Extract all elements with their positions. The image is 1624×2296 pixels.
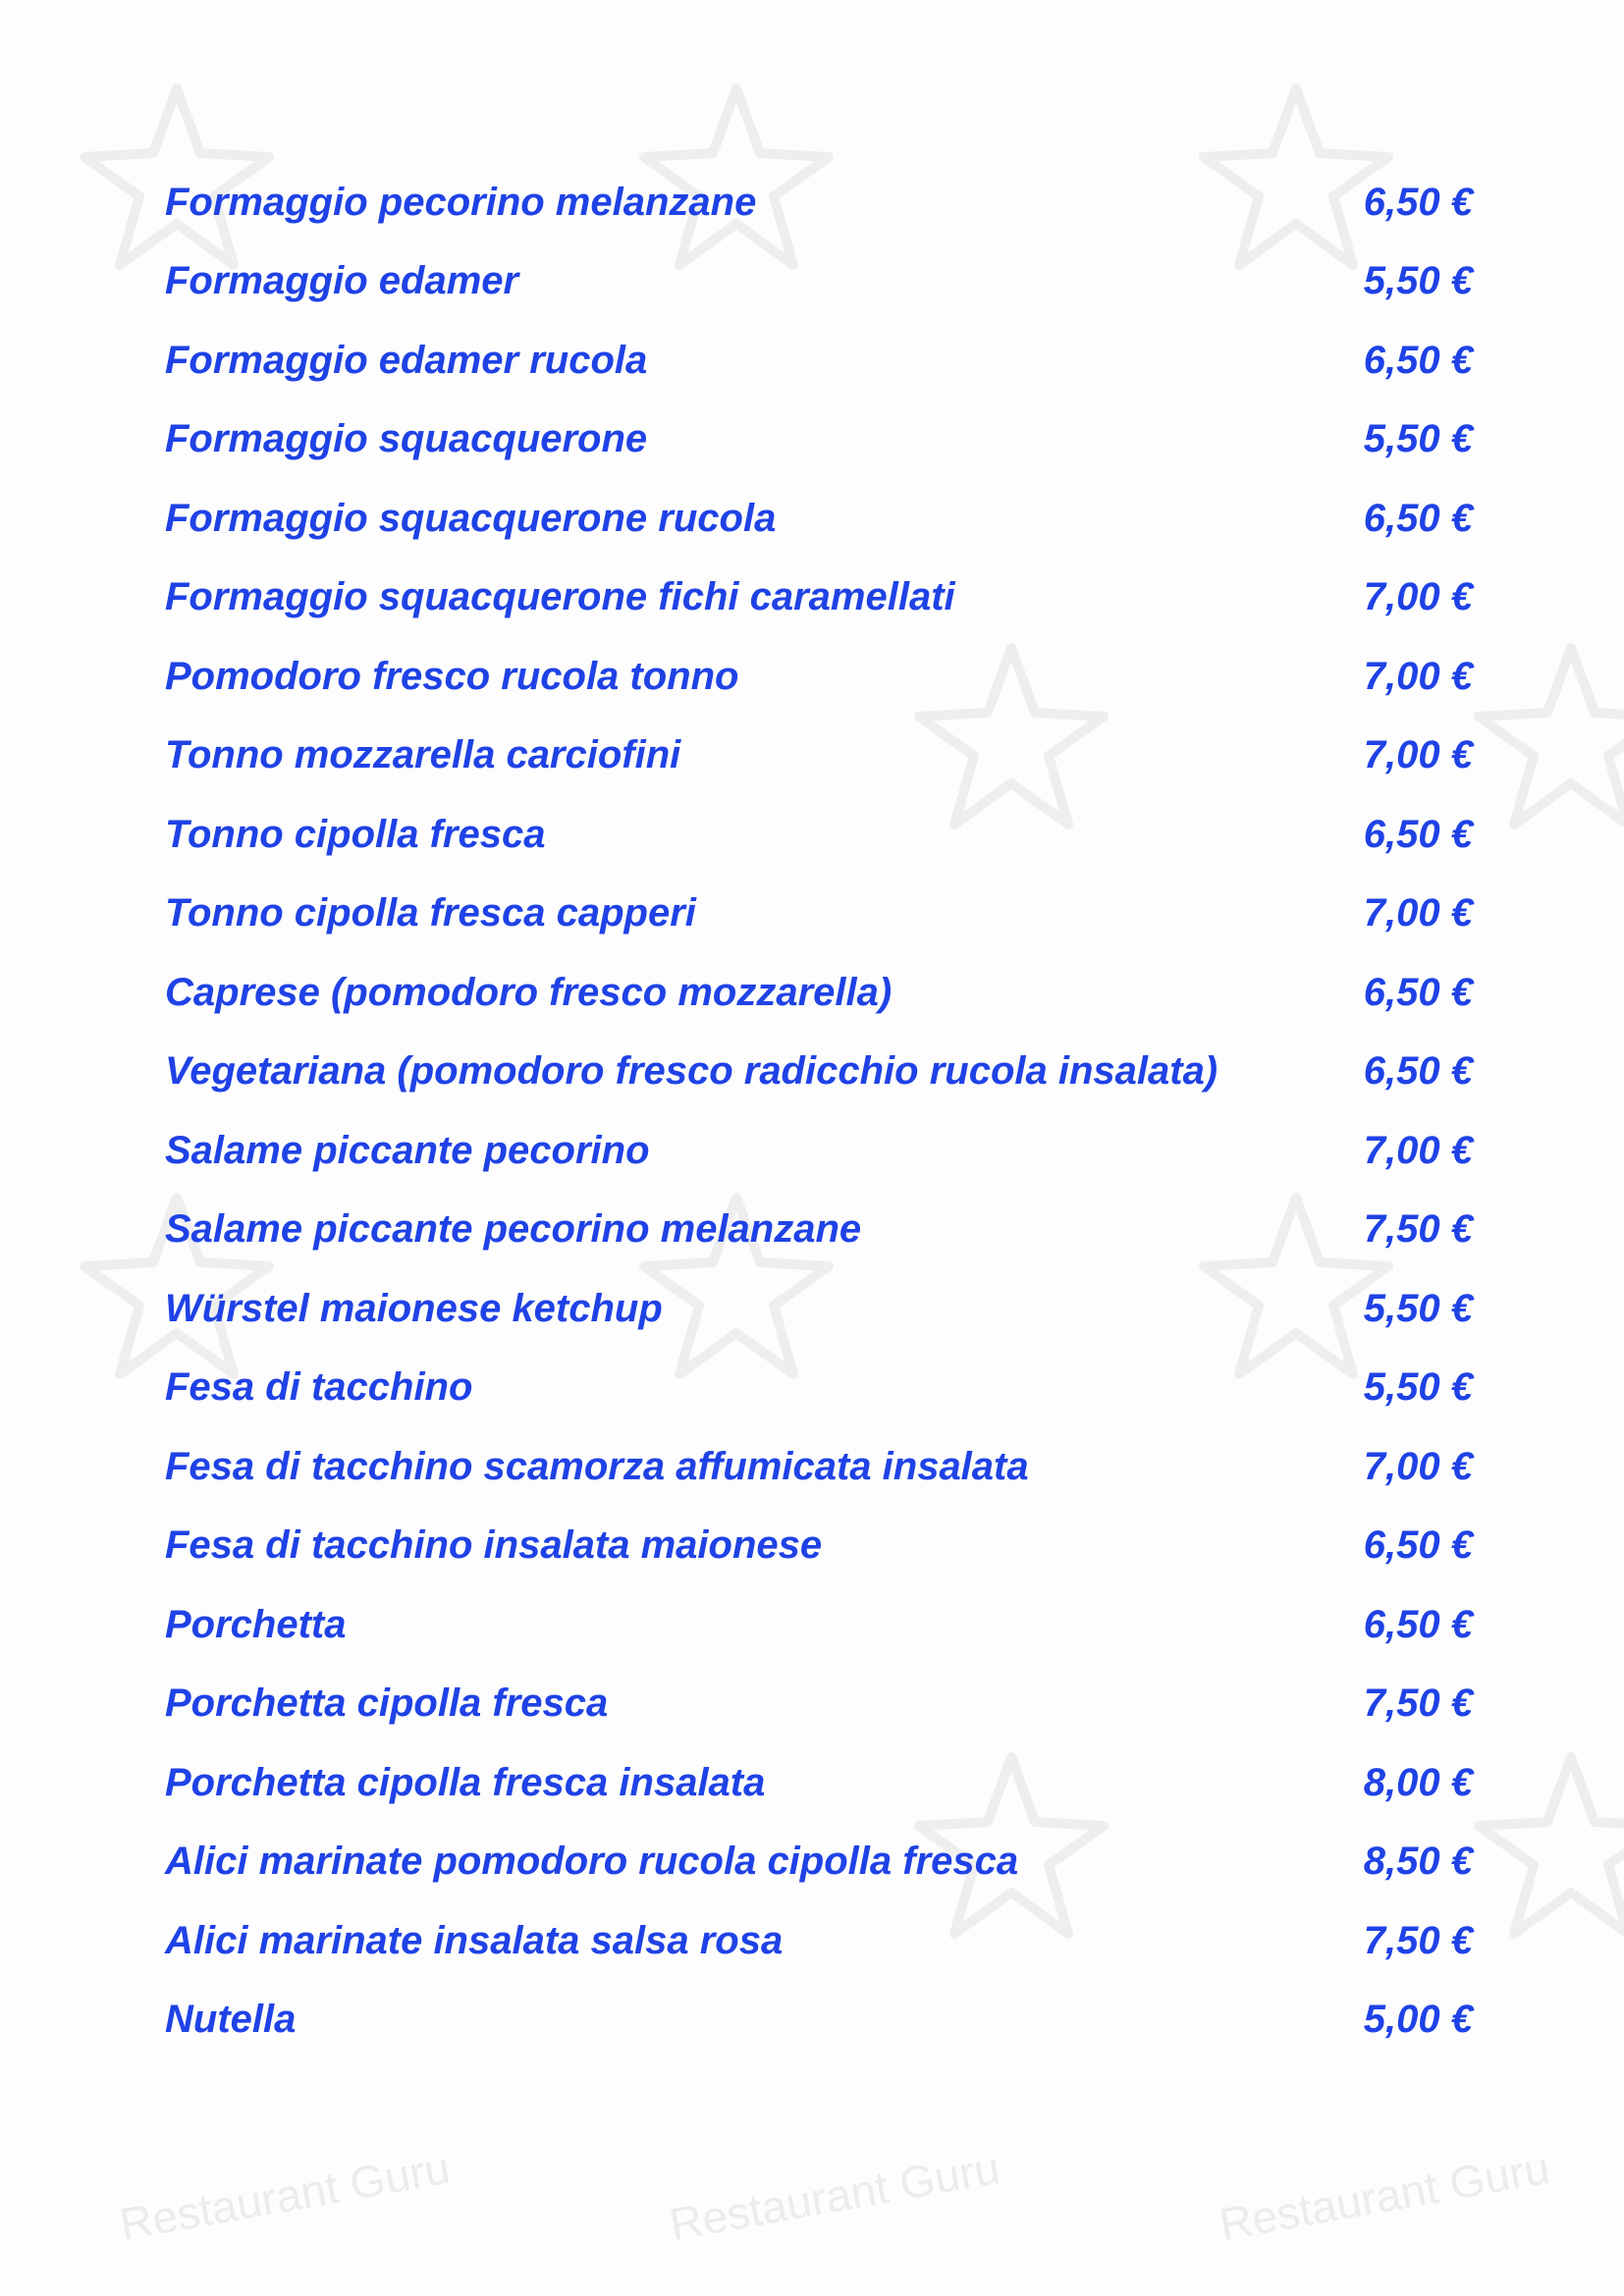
menu-item xyxy=(165,1349,1473,1428)
menu-item-name: Porchetta cipolla fresca insalata xyxy=(165,1760,766,1804)
menu-item xyxy=(165,479,1473,559)
menu-item-price: 6,50 € xyxy=(1363,812,1473,856)
menu-item xyxy=(165,1033,1473,1112)
menu-item-price: 7,00 € xyxy=(1363,1128,1473,1172)
menu-item-name: Fesa di tacchino scamorza affumicata insalata xyxy=(165,1444,1029,1488)
menu-item-name: Alici marinate insalata salsa rosa xyxy=(165,1918,784,1962)
fork-star-watermark-icon xyxy=(1473,638,1624,834)
menu-item xyxy=(165,1901,1473,1981)
menu-item-price: 5,50 € xyxy=(1363,1286,1473,1330)
menu-item-name: Formaggio edamer xyxy=(165,259,519,303)
menu-item-name: Formaggio pecorino melanzane xyxy=(165,180,757,224)
watermark-text: Restaurant Guru xyxy=(116,2141,454,2251)
menu-item-name: Nutella xyxy=(165,1998,297,2042)
menu-item-price: 6,50 € xyxy=(1363,180,1473,224)
menu-item-name: Formaggio squacquerone xyxy=(165,417,648,461)
menu-item-name: Salame piccante pecorino xyxy=(165,1128,650,1172)
menu-item-name: Fesa di tacchino xyxy=(165,1365,473,1410)
menu-item-name: Alici marinate pomodoro rucola cipolla fresca xyxy=(165,1840,1019,1884)
menu-item-price: 7,00 € xyxy=(1363,733,1473,777)
menu-item-price: 7,50 € xyxy=(1363,1918,1473,1962)
menu-item xyxy=(165,163,1473,242)
menu-item-price: 5,50 € xyxy=(1363,259,1473,303)
watermark-text: Restaurant Guru xyxy=(1216,2141,1553,2251)
menu-item-price: 6,50 € xyxy=(1363,496,1473,540)
menu-item-name: Vegetariana (pomodoro fresco radicchio rucola insalata) xyxy=(165,1049,1218,1094)
menu-item xyxy=(165,717,1473,796)
menu-item-price: 6,50 € xyxy=(1363,1049,1473,1094)
menu-item xyxy=(165,1191,1473,1270)
menu-item-price: 5,50 € xyxy=(1363,1365,1473,1410)
menu-item xyxy=(165,795,1473,875)
menu-item-name: Würstel maionese ketchup xyxy=(165,1286,663,1330)
menu-item-name: Tonno cipolla fresca capperi xyxy=(165,891,696,935)
menu-list xyxy=(165,163,1473,2059)
menu-item-price: 7,00 € xyxy=(1363,1444,1473,1488)
menu-item-price: 6,50 € xyxy=(1363,970,1473,1014)
menu-item-price: 7,00 € xyxy=(1363,654,1473,698)
menu-item-price: 6,50 € xyxy=(1363,1523,1473,1568)
menu-item-name: Porchetta cipolla fresca xyxy=(165,1682,609,1726)
menu-item xyxy=(165,1743,1473,1823)
watermark-text: Restaurant Guru xyxy=(666,2141,1003,2251)
menu-item xyxy=(165,559,1473,638)
menu-item-price: 8,00 € xyxy=(1363,1760,1473,1804)
menu-item xyxy=(165,1585,1473,1665)
menu-item-price: 7,50 € xyxy=(1363,1682,1473,1726)
menu-item xyxy=(165,1665,1473,1744)
menu-item xyxy=(165,321,1473,400)
menu-item-price: 6,50 € xyxy=(1363,338,1473,382)
menu-item-price: 6,50 € xyxy=(1363,1602,1473,1646)
menu-item xyxy=(165,637,1473,717)
menu-item-price: 8,50 € xyxy=(1363,1840,1473,1884)
menu-item-name: Formaggio edamer rucola xyxy=(165,338,648,382)
menu-item-name: Pomodoro fresco rucola tonno xyxy=(165,654,739,698)
menu-item xyxy=(165,875,1473,954)
menu-item xyxy=(165,1111,1473,1191)
menu-item-price: 5,00 € xyxy=(1363,1998,1473,2042)
menu-item-price: 7,00 € xyxy=(1363,575,1473,619)
menu-item-price: 5,50 € xyxy=(1363,417,1473,461)
menu-item-name: Tonno mozzarella carciofini xyxy=(165,733,681,777)
menu-item xyxy=(165,1507,1473,1586)
menu-item-price: 7,00 € xyxy=(1363,891,1473,935)
menu-item-name: Fesa di tacchino insalata maionese xyxy=(165,1523,823,1568)
menu-item xyxy=(165,1823,1473,1902)
menu-item xyxy=(165,1981,1473,2060)
menu-item-price: 7,50 € xyxy=(1363,1207,1473,1252)
menu-item-name: Salame piccante pecorino melanzane xyxy=(165,1207,862,1252)
menu-item xyxy=(165,1269,1473,1349)
menu-item-name: Formaggio squacquerone rucola xyxy=(165,496,777,540)
fork-star-watermark-icon xyxy=(1473,1747,1624,1944)
menu-item xyxy=(165,400,1473,480)
menu-item-name: Formaggio squacquerone fichi caramellati xyxy=(165,575,955,619)
menu-item-name: Porchetta xyxy=(165,1602,347,1646)
menu-item xyxy=(165,953,1473,1033)
menu-item xyxy=(165,242,1473,322)
menu-item-name: Tonno cipolla fresca xyxy=(165,812,546,856)
menu-item-name: Caprese (pomodoro fresco mozzarella) xyxy=(165,970,893,1014)
menu-item xyxy=(165,1427,1473,1507)
